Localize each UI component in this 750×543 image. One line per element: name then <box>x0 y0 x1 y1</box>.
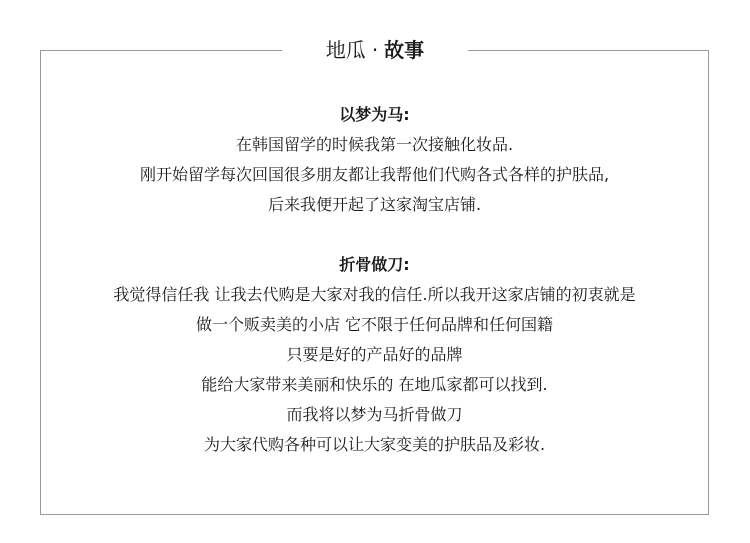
section1-line-2: 刚开始留学每次回国很多朋友都让我帮他们代购各式各样的护肤品, <box>139 165 610 184</box>
section2-line-1: 我觉得信任我 让我去代购是大家对我的信任.所以我开这家店铺的初衷就是 <box>113 285 636 304</box>
section1-heading: 以梦为马: <box>339 105 410 124</box>
title-bar <box>0 34 750 66</box>
section2-line-6: 为大家代购各种可以让大家变美的护肤品及彩妆. <box>203 435 546 454</box>
section2-line-3: 只要是好的产品好的品牌 <box>286 345 463 364</box>
section1-line-3: 后来我便开起了这家淘宝店铺. <box>267 195 482 214</box>
page-title <box>282 34 468 66</box>
section2-heading: 折骨做刀: <box>339 255 410 274</box>
story-content <box>40 100 709 460</box>
section2-line-5: 而我将以梦为马折骨做刀 <box>286 405 463 424</box>
section1-line-1: 在韩国留学的时候我第一次接触化妆品. <box>235 135 514 154</box>
title-left: 地瓜 <box>325 38 366 62</box>
title-right: 故事 <box>384 38 425 62</box>
section2-line-4: 能给大家带来美丽和快乐的 在地瓜家都可以找到. <box>201 375 548 394</box>
section-spacer <box>40 220 709 250</box>
section2-line-2: 做一个贩卖美的小店 它不限于任何品牌和任何国籍 <box>195 315 554 334</box>
title-separator: · <box>371 38 379 62</box>
